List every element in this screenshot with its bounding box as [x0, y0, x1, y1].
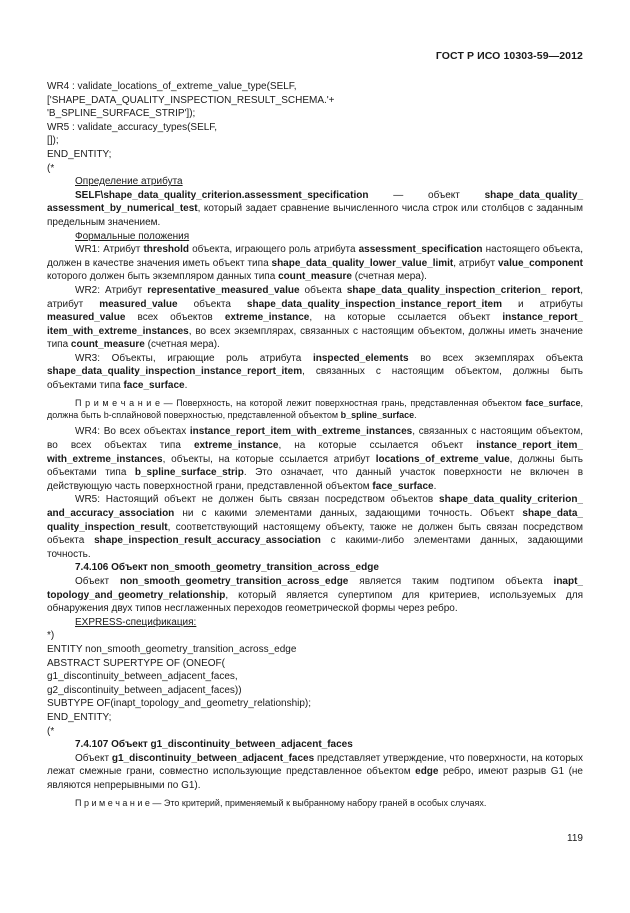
code-line: ENTITY non_smooth_geometry_transition_across_edge [47, 643, 297, 655]
standard-header: ГОСТ Р ИСО 10303-59—2012 [435, 50, 583, 62]
code-line: WR4 : validate_locations_of_extreme_value_type(SELF, [47, 81, 297, 92]
section-7-4-107-heading: 7.4.107 Объект g1_discontinuity_between_adjacent_faces [75, 739, 353, 751]
code-line: []); [47, 135, 59, 147]
attribute-definition-text: SELF\shape_data_quality_criterion.assessment_specification — объект shape_data_quality_ assessment_by_numerical_test, который задает сравнение вычисленного числа строк или столбцов с заданным предельным значением. [47, 189, 583, 228]
formal-propositions-heading: Формальные положения [75, 230, 190, 242]
note-criterion: П р и м е ч а н и е — Это критерий, применяемый к выбранному набору граней в особых случаях. [75, 797, 487, 808]
code-line: ['SHAPE_DATA_QUALITY_INSPECTION_RESULT_SCHEMA.'+ [47, 94, 335, 106]
code-line: SUBTYPE OF(inapt_topology_and_geometry_relationship); [47, 698, 312, 710]
page-number: 119 [567, 833, 583, 844]
code-line: g2_discontinuity_between_adjacent_faces)) [47, 684, 242, 696]
code-line: (* [47, 162, 55, 174]
page-content [47, 80, 583, 813]
rule-wr1: WR1: Атрибут threshold объекта, играющего роль атрибута assessment_specification настоящего объекта, должен в качестве значения иметь объект типа shape_data_quality_lower_value_limit, атрибут value_component которого должен быть экземпляром данных типа count_measure (счетная мера). [47, 244, 583, 283]
rule-wr3: WR3: Объекты, играющие роль атрибута inspected_elements во всех экземплярах объекта shape_data_quality_inspection_instance_report_item, связанных с настоящим объектом, должны быть объектами типа face_surface. [47, 352, 583, 392]
code-block-express [47, 629, 583, 738]
code-line: 'B_SPLINE_SURFACE_STRIP']); [47, 108, 196, 120]
attribute-definition-heading: Определение атрибута [75, 176, 183, 188]
code-line: WR5 : validate_accuracy_types(SELF, [47, 121, 218, 133]
express-spec-heading: EXPRESS-спецификация: [75, 616, 197, 628]
code-block-top [47, 80, 583, 175]
rule-wr5: WR5: Настоящий объект не должен быть связан посредством объектов shape_data_quality_criterion_ and_accuracy_association ни с какими элементами данных, задающими точность. Объект shape_data_ quality_inspection_result, соответствующий настоящему объекту, также не должен быть связан посредством объекта shape_inspection_result_accuracy_association с какими-либо элементами данных, задающими точность. [47, 494, 583, 560]
section-7-4-107-text: Объект g1_discontinuity_between_adjacent_faces представляет утверждение, что поверхности, на которых лежат смежные грани, совместно использующие представленное объектом edge ребро, имеют разрыв G1 (не являются непрерывными по G1). [47, 752, 583, 791]
rule-wr4: WR4: Во всех объектах instance_report_item_with_extreme_instances, связанных с настоящим объектом, во всех объектах типа extreme_instance, на которые ссылается объект instance_report_item_ with_extreme_instances, объекты, на которые ссылается атрибут locations_of_extreme_value, должны быть объектами типа b_spline_surface_strip. Это означает, что данный участок поверхности не включен в действующую часть поверхностной грани, представленной объектом face_surface. [47, 426, 584, 492]
code-line: END_ENTITY; [47, 711, 112, 723]
code-line: *) [47, 630, 55, 642]
rule-wr2: WR2: Атрибут representative_measured_value объекта shape_data_quality_inspection_criterion_ report, атрибут measured_value объекта shape_data_quality_inspection_instance_report_item и атрибуты measured_value всех объектов extreme_instance, на которые ссылается объект instance_report_ item_with_extreme_instances, во всех экземплярах, связанных с настоящим объектом, должны иметь значение типа count_measure (счетная мера). [47, 284, 584, 351]
section-7-4-106-text: Объект non_smooth_geometry_transition_across_edge является таким подтипом объекта inapt_ topology_and_geometry_relationship, который является супертипом для критериев, используемых для обнаружения двух типов несглаженных переходов геометрической формы через ребро. [47, 576, 583, 615]
note-face-surface: П р и м е ч а н и е — Поверхность, на которой лежит поверхностная грань, представленная объектом face_surface, должна быть b-сплайновой поверхностью, представленной объектом b_spline_surface. [47, 397, 583, 421]
code-line: END_ENTITY; [47, 148, 112, 160]
code-line: (* [47, 725, 55, 737]
code-line: ABSTRACT SUPERTYPE OF (ONEOF( [47, 657, 225, 669]
section-7-4-106-heading: 7.4.106 Объект non_smooth_geometry_transition_across_edge [75, 562, 379, 574]
code-line: g1_discontinuity_between_adjacent_faces, [47, 671, 238, 683]
